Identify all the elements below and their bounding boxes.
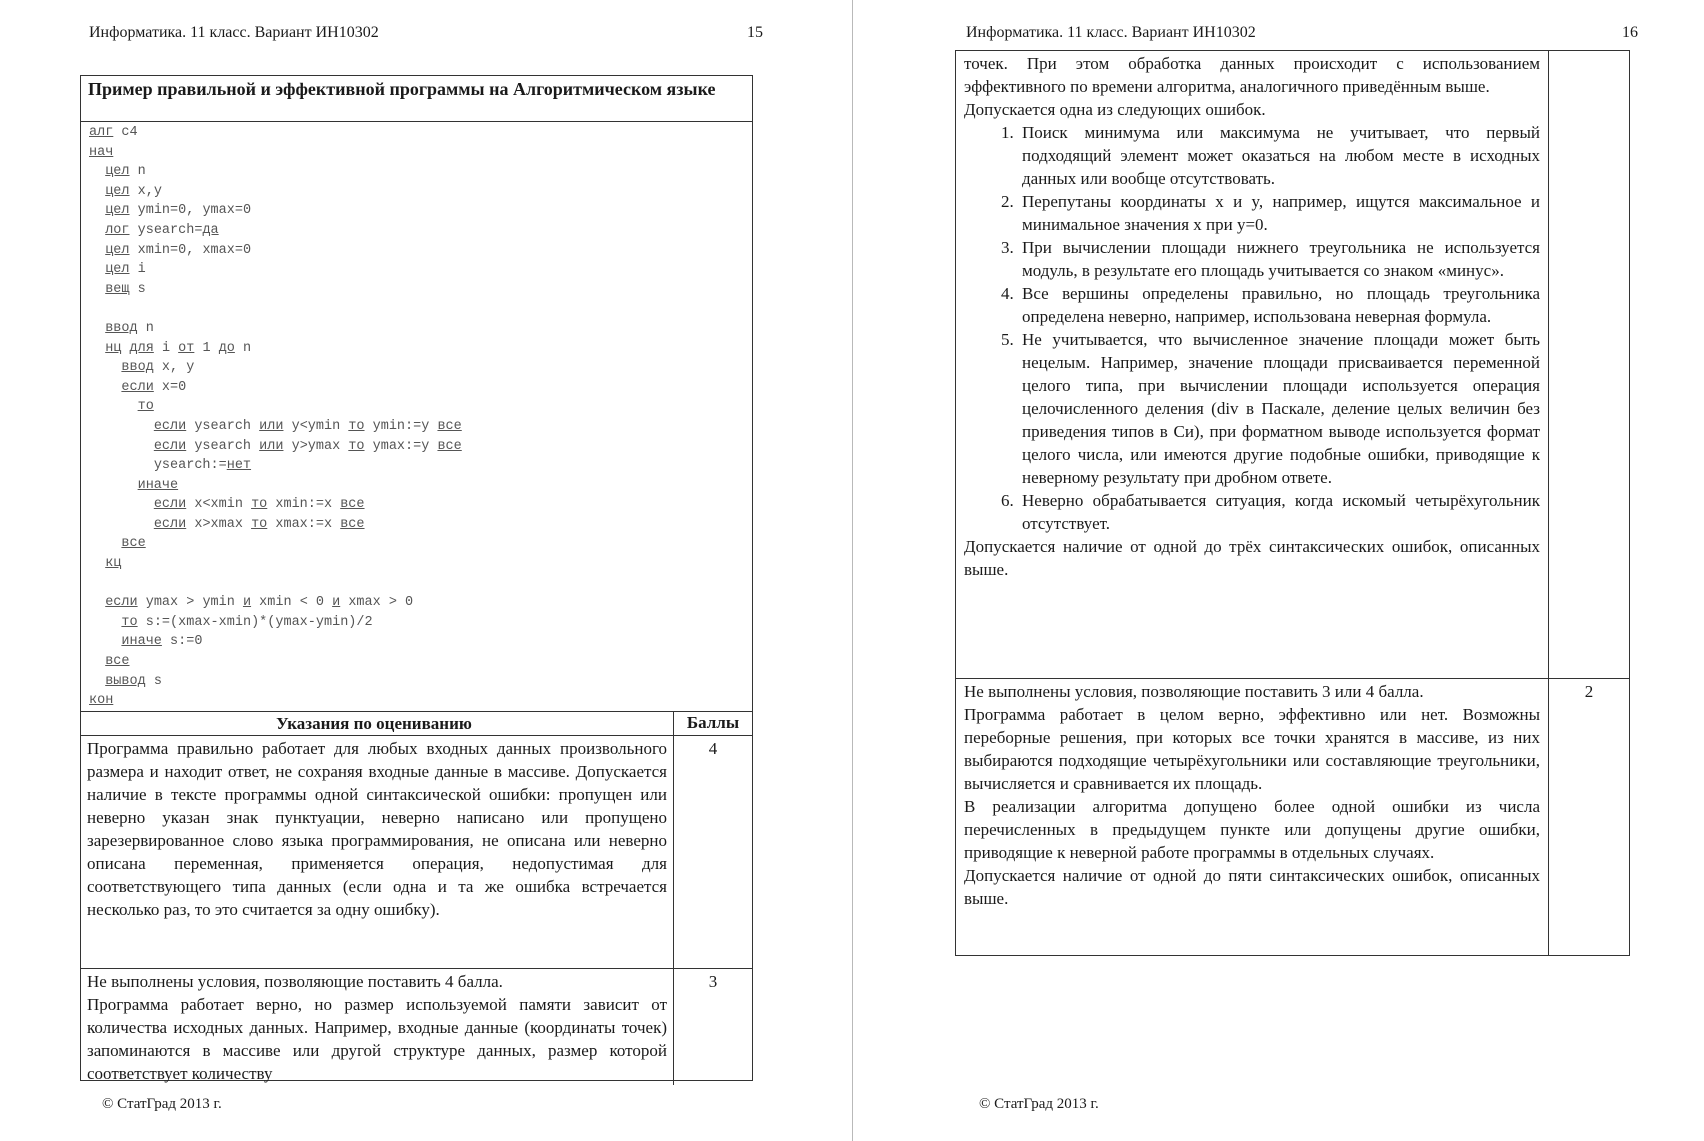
criterion-paragraph: Программа правильно работает для любых входных данных произвольного размера и находит ответ, не сохраняя входные данные в массиве. Допускается наличие в тексте программы одной синтаксической ошибки: пропущен или неверно указан знак пунктуации, неверно написано или пропущено зарезервированное слово языка программирования, не описана или неверно описана переменная, применяется операция, недопустимая для соответствующего типа данных (если одна и та же ошибка встречается несколько раз, то это считается за одну ошибку). [87,739,667,919]
code-line: цел i [105,262,146,278]
criterion-row-3-continued [956,51,1629,679]
code-line: нц для i от 1 до n [105,340,252,356]
criterion-paragraph: Программа работает в целом верно, эффективно или нет. Возможны переборные решения, при которых все точки хранятся в массиве, из них выбираются подходящие четырёхугольники или составляющие треугольники, вычисляется и сравнивается их площадь. [964,705,1540,793]
code-line: цел n [105,164,146,180]
program-title: Пример правильной и эффективной программы на Алгоритмическом языке [81,76,752,122]
code-line: ввод n [105,320,154,336]
criterion-paragraph: Допускается наличие от одной до пяти синтаксических ошибок, описанных выше. [964,866,1540,908]
criterion-row-2 [956,679,1629,955]
code-line: цел ymin=0, ymax=0 [105,203,252,219]
grading-header: Указания по оцениванию [81,712,674,735]
code-line: цел xmin=0, xmax=0 [105,242,252,258]
code-line: если ymax > ymin и xmin < 0 и xmax > 0 [105,595,414,611]
criterion-score: 3 [708,972,718,991]
criterion-score: 4 [708,739,718,758]
criterion-text [956,679,1549,955]
error-item: 1. Поиск минимума или максимума не учитывает, что первый подходящий элемент может оказаться на любом месте в исходных данных или вообще отсутствовать. [1018,121,1540,190]
page-divider [852,0,853,1141]
code-line: то s:=(xmax-xmin)*(ymax-ymin)/2 [121,614,373,630]
code-line: если ysearch или y<ymin то ymin:=y все [153,418,462,434]
score-header: Баллы [686,713,740,732]
criterion-score-empty [1549,51,1629,678]
table-header-row [81,712,752,736]
code-listing [81,122,752,712]
code-line: ввод x, y [121,360,195,376]
right-page-number: 16 [1622,24,1638,41]
error-item: 2. Перепутаны координаты x и y, например, ищутся максимальное и минимальное значения x при y=0. [1018,190,1540,236]
continuation-paragraph: точек. При этом обработка данных происходит с использованием эффективного по времени алгоритма, аналогичного приведённым выше. [964,54,1540,96]
code-line: нач [89,144,114,160]
criterion-score: 2 [1584,682,1594,701]
left-page-header: Информатика. 11 класс. Вариант ИН10302 [89,24,379,41]
right-footer: © СтатГрад 2013 г. [979,1096,1099,1112]
code-line: ysearch:=нет [153,458,252,474]
error-item: 6. Неверно обрабатывается ситуация, когда искомый четырёхугольник отсутствует. [1018,489,1540,535]
code-line: иначе s:=0 [121,634,203,650]
code-line: иначе [137,477,179,493]
code-line: все [121,536,146,552]
code-line: если x=0 [121,379,187,395]
code-line: вещ s [105,281,146,297]
error-item: 5. Не учитывается, что вычисленное значение площади может быть нецелым. Например, значение площади присваивается переменной целого типа, при вычислении площади используется операция целочисленного деления (div в Паскале, деление целых величин без приведения типов в Си), при форматном выводе используется формат целого числа, или имеются другие подобные ошибки, приводящие к неверному результату при дробном ответе. [1018,328,1540,489]
syntax-note: Допускается наличие от одной до трёх синтаксических ошибок, описанных выше. [964,537,1540,579]
criterion-paragraph: Программа работает верно, но размер используемой памяти зависит от количества исходных данных. Например, входные данные (координаты точек) запоминаются в массиве или другой структуре данных, размер которой соответствует количеству [87,995,667,1083]
errors-list [964,121,1540,535]
code-line: все [105,654,130,670]
criterion-paragraph: Не выполнены условия, позволяющие поставить 3 или 4 балла. [964,682,1424,701]
criterion-paragraph: Не выполнены условия, позволяющие поставить 4 балла. [87,972,503,991]
code-line: алг c4 [89,125,138,140]
error-item: 3. При вычислении площади нижнего треугольника не используется модуль, в результате его площадь учитывается со знаком «минус». [1018,236,1540,282]
code-line: если x>xmax то xmax:=x все [153,516,365,532]
criterion-row-3 [81,969,752,1085]
code-line: то [137,399,154,415]
criterion-row-4 [81,736,752,969]
left-page-number: 15 [747,24,763,41]
error-item: 4. Все вершины определены правильно, но площадь треугольника определена неверно, например, использована неверная формула. [1018,282,1540,328]
code-line: вывод s [105,673,162,689]
criterion-text [956,51,1549,678]
criterion-text [81,969,674,1085]
right-grading-table [955,50,1630,956]
right-page-header: Информатика. 11 класс. Вариант ИН10302 [966,24,1256,41]
code-line: если x<xmin то xmin:=x все [153,497,365,513]
left-grading-table [80,75,753,1081]
code-line: цел x,y [105,183,162,199]
errors-intro: Допускается одна из следующих ошибок. [964,100,1266,119]
criterion-text [81,736,674,968]
criterion-paragraph: В реализации алгоритма допущено более одной ошибки из числа перечисленных в предыдущем пункте или допущены другие ошибки, приводящие к неверной работе программы в отдельных случаях. [964,797,1540,862]
code-line: лог ysearch=да [105,222,219,238]
left-footer: © СтатГрад 2013 г. [102,1096,222,1112]
code-line: кон [89,693,114,709]
code-line: кц [105,556,122,572]
code-line: если ysearch или y>ymax то ymax:=y все [153,438,462,454]
